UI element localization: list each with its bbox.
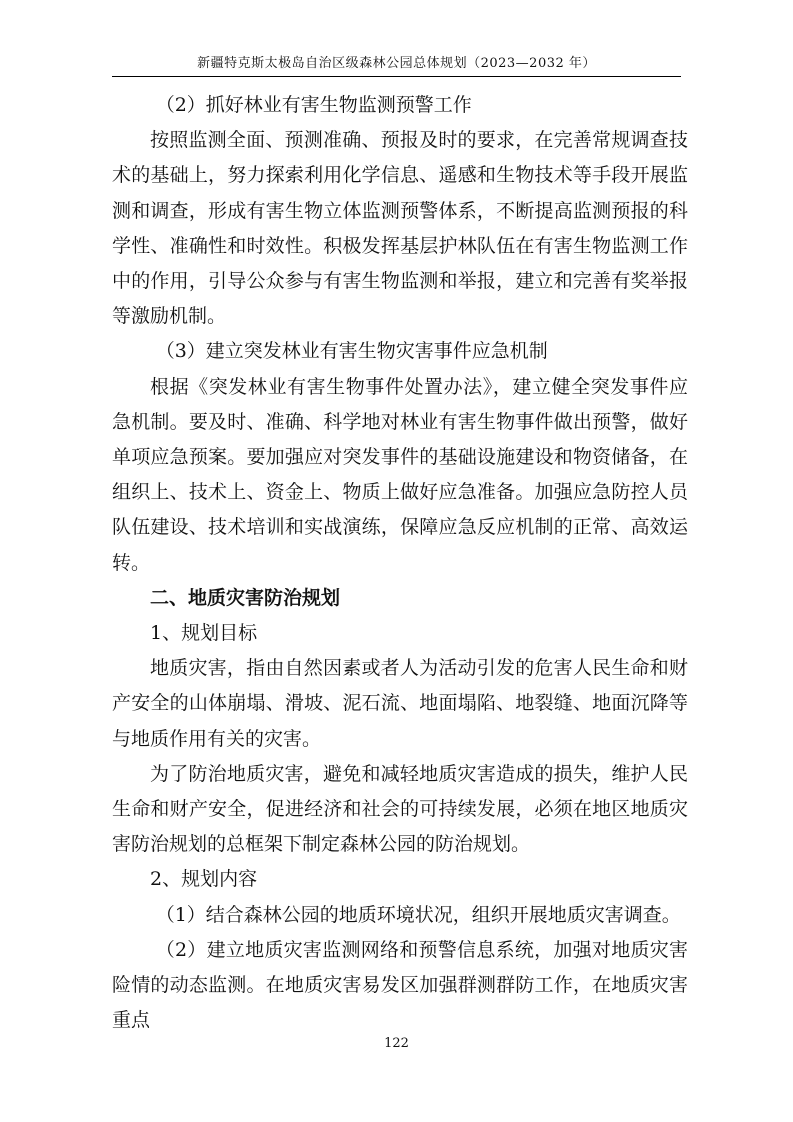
subsection-heading: （2）抓好林业有害生物监测预警工作 <box>155 94 472 116</box>
paragraph: 按照监测全面、预测准确、预报及时的要求，在完善常规调查技术的基础上，努力探索利用化学信息、遥感和生物技术等手段开展监测和调查，形成有害生物立体监测预警体系，不断提高监测预报的科学性、准确性和时效性。积极发挥基层护林队伍在有害生物监测工作中的作用，引导公众参与有害生物监测和举报，建立和完善有奖举报等激励机制。 <box>112 129 688 328</box>
paragraph: 地质灾害，指由自然因素或者人为活动引发的危害人民生命和财产安全的山体崩塌、滑坡、泥石流、地面塌陷、地裂缝、地面沉降等与地质作用有关的灾害。 <box>112 657 688 750</box>
page-header: 新疆特克斯太极岛自治区级森林公园总体规划（2023—2032 年） <box>197 56 596 71</box>
section-heading: 二、地质灾害防治规划 <box>150 586 341 609</box>
paragraph: 为了防治地质灾害，避免和减轻地质灾害造成的损失，维护人民生命和财产安全，促进经济和社会的可持续发展，必须在地区地质灾害防治规划的总框架下制定森林公园的防治规划。 <box>112 762 688 856</box>
paragraph: 1、规划目标 <box>150 622 258 645</box>
subsection-heading: （3）建立突发林业有害生物灾害事件应急机制 <box>155 340 548 363</box>
document-body <box>112 88 688 1038</box>
header-divider <box>112 76 681 77</box>
paragraph: 根据《突发林业有害生物事件处置办法》，建立健全突发事件应急机制。要及时、准确、科学地对林业有害生物事件做出预警，做好单项应急预案。要加强应对突发事件的基础设施建设和物资储备，在组织上、技术上、资金上、物质上做好应急准备。加强应急防控人员队伍建设、技术培训和实战演练，保障应急反应机制的正常、高效运转。 <box>112 375 688 574</box>
page-number: 122 <box>384 1036 409 1051</box>
paragraph: 2、规划内容 <box>150 868 258 891</box>
paragraph: （2）建立地质灾害监测网络和预警信息系统，加强对地质灾害险情的动态监测。在地质灾害易发区加强群测群防工作，在地质灾害重点 <box>112 938 688 1032</box>
paragraph: （1）结合森林公园的地质环境状况，组织开展地质灾害调查。 <box>155 903 681 926</box>
